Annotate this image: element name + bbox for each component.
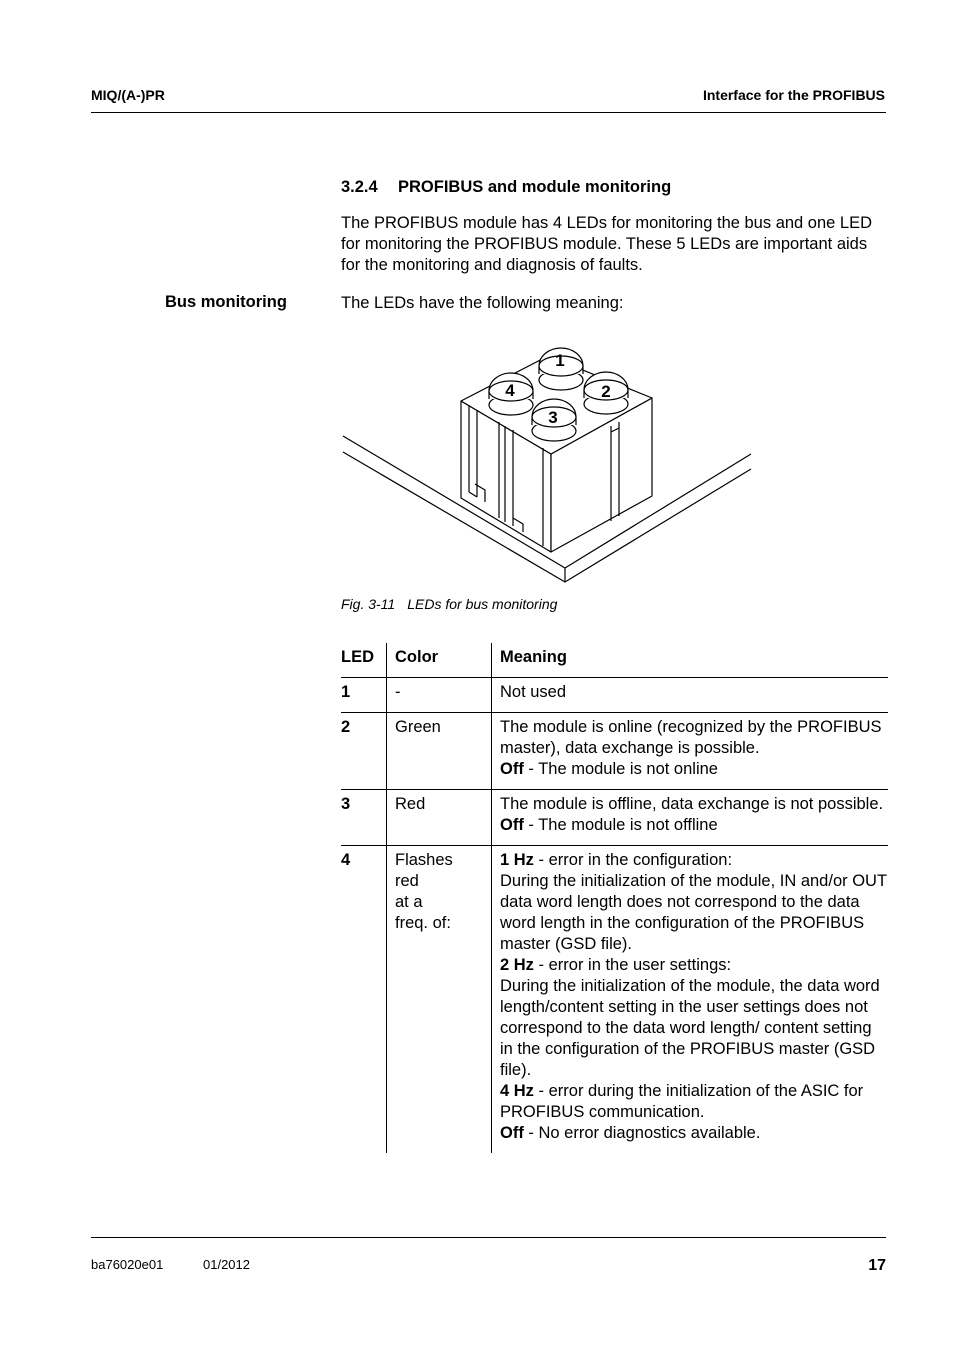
meaning-line: During the initialization of the module, IN and/or OUT data word length does not correspond to the data word length in the configuration of the PROFIBUS master (GSD file). — [500, 872, 887, 953]
meaning-line: During the initialization of the module, the data word length/content setting in the user settings does not correspond to the data word length/ content setting in the configuration of the PROFIBUS master (GSD file). — [500, 977, 880, 1079]
meaning-line: 4 Hz - error during the initialization of the ASIC for PROFIBUS communication. — [500, 1082, 864, 1121]
meaning-cell — [492, 846, 889, 1154]
meaning-line: The module is offline, data exchange is not possible. — [500, 795, 884, 813]
lead-paragraph: The LEDs have the following meaning: — [341, 294, 624, 312]
figure-number: Fig. 3-11 — [341, 596, 396, 612]
running-header-left: MIQ/(A-)PR — [91, 87, 165, 103]
led-label-2: 2 — [601, 382, 611, 401]
table-row — [341, 790, 888, 846]
meaning-line: Not used — [500, 683, 567, 701]
column-header-meaning: Meaning — [492, 643, 889, 678]
led-label-3: 3 — [548, 408, 558, 427]
figure-caption — [341, 596, 557, 612]
led-meaning-table — [341, 643, 888, 1153]
page-number: 17 — [868, 1257, 886, 1274]
state-keyword: Off — [500, 1124, 524, 1142]
frequency-keyword: 2 Hz — [500, 956, 534, 974]
intro-paragraph: The PROFIBUS module has 4 LEDs for monitoring the bus and one LED for monitoring the PROFIBUS module. These 5 LEDs are important aids for the monitoring and diagnosis of faults. — [341, 214, 873, 274]
color-cell: Flashes red at a freq. of: — [387, 846, 492, 1154]
meaning-line: Off - The module is not offline — [500, 816, 718, 834]
table-row — [341, 846, 888, 1154]
column-header-color: Color — [387, 643, 492, 678]
meaning-line: 2 Hz - error in the user settings: — [500, 956, 732, 974]
margin-heading-bus-monitoring: Bus monitoring — [165, 293, 287, 311]
header-rule — [91, 112, 886, 113]
state-keyword: Off — [500, 816, 524, 834]
table-row — [341, 713, 888, 790]
footer-document-number: ba76020e01 — [91, 1257, 164, 1272]
table-header-row — [341, 643, 888, 678]
meaning-cell — [492, 678, 889, 713]
figure-caption-text: LEDs for bus monitoring — [407, 596, 558, 612]
footer-rule — [91, 1237, 886, 1238]
table-row — [341, 678, 888, 713]
led-label-4: 4 — [505, 381, 515, 400]
color-cell: - — [387, 678, 492, 713]
section-heading — [341, 178, 671, 197]
meaning-cell — [492, 713, 889, 790]
section-number: 3.2.4 — [341, 178, 378, 196]
led-cell: 1 — [341, 678, 387, 713]
meaning-line: The module is online (recognized by the PROFIBUS master), data exchange is possible. — [500, 718, 882, 757]
column-header-led: LED — [341, 643, 387, 678]
running-header-right: Interface for the PROFIBUS — [702, 87, 885, 103]
frequency-keyword: 4 Hz — [500, 1082, 534, 1100]
meaning-cell — [492, 790, 889, 846]
color-cell: Green — [387, 713, 492, 790]
frequency-keyword: 1 Hz — [500, 851, 534, 869]
state-keyword: Off — [500, 760, 524, 778]
led-label-1: 1 — [555, 351, 565, 370]
led-cell: 4 — [341, 851, 351, 869]
led-cell: 3 — [341, 790, 387, 846]
meaning-line: Off - The module is not online — [500, 760, 718, 778]
led-cell: 2 — [341, 713, 387, 790]
meaning-line: 1 Hz - error in the configuration: — [500, 851, 733, 869]
color-cell: Red — [387, 790, 492, 846]
footer-date: 01/2012 — [203, 1257, 250, 1272]
meaning-line: Off - No error diagnostics available. — [500, 1124, 761, 1142]
section-title: PROFIBUS and module monitoring — [398, 178, 672, 196]
led-block-figure — [335, 336, 760, 591]
